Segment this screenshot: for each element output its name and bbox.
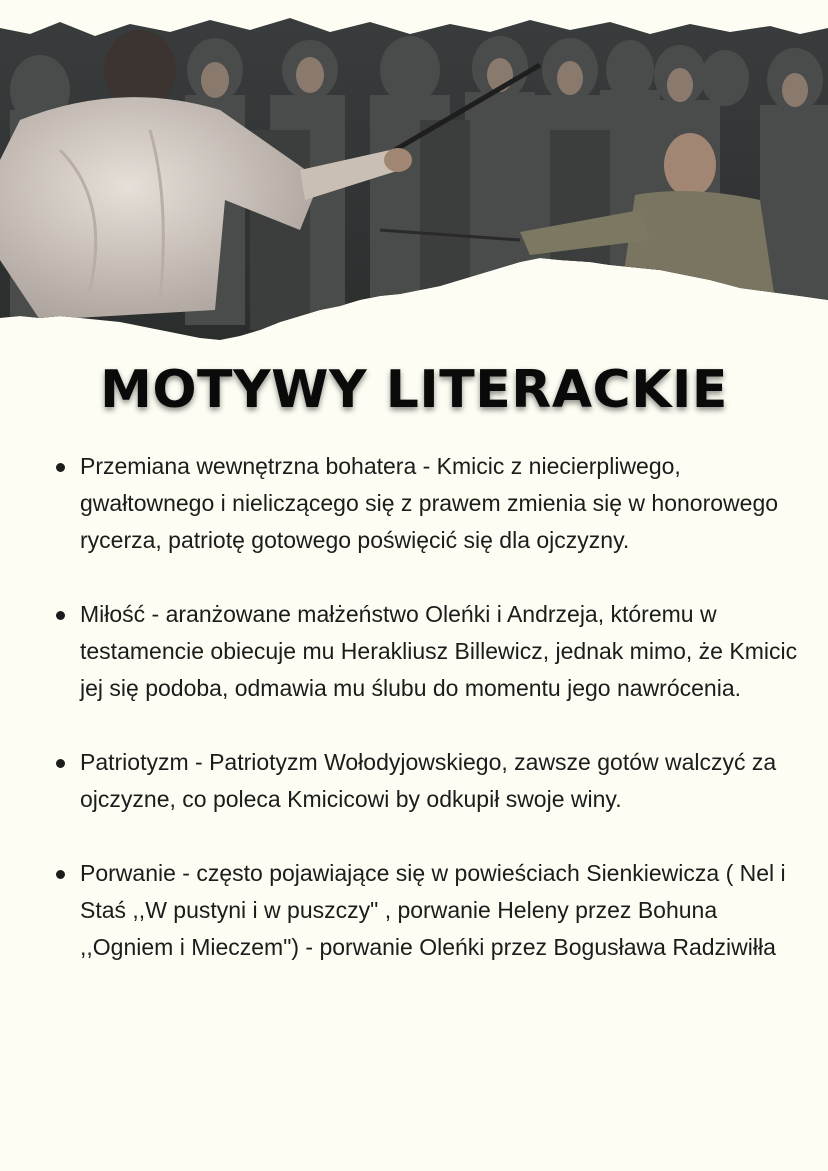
list-item [56,448,808,559]
bullet-icon [56,870,65,879]
list-item-text: Porwanie - często pojawiające się w powieściach Sienkiewicza ( Nel i Staś ,,W pustyni i w puszczy" , porwanie Heleny przez Bohuna ,,Ogniem i Mieczem") - porwanie Oleńki przez Bogusława Radziwiłła [80,860,786,960]
list-item [56,596,808,707]
list-item-text: Przemiana wewnętrzna bohatera - Kmicic z niecierpliwego, gwałtownego i nieliczącego się z prawem zmienia się w honorowego rycerza, patriotę gotowego poświęcić się dla ojczyzny. [80,453,779,553]
hero-film-still [0,0,828,380]
bullet-icon [56,463,65,472]
list-item-text: Miłość - aranżowane małżeństwo Oleńki i Andrzeja, któremu w testamencie obiecuje mu Herakliusz Billewicz, jednak mimo, że Kmicic jej się podoba, odmawia mu ślubu do momentu jego nawrócenia. [80,601,798,701]
list-item [56,855,808,966]
bullet-icon [56,759,65,768]
list-item-text: Patriotyzm - Patriotyzm Wołodyjowskiego, zawsze gotów walczyć za ojczyzne, co poleca Kmicicowi by odkupił swoje winy. [80,749,777,812]
duel-scene-image [0,0,828,380]
list-item [56,744,808,818]
bullet-icon [56,611,65,620]
page-title: MOTYWY LITERACKIE [100,360,728,420]
motifs-list [56,448,808,1003]
